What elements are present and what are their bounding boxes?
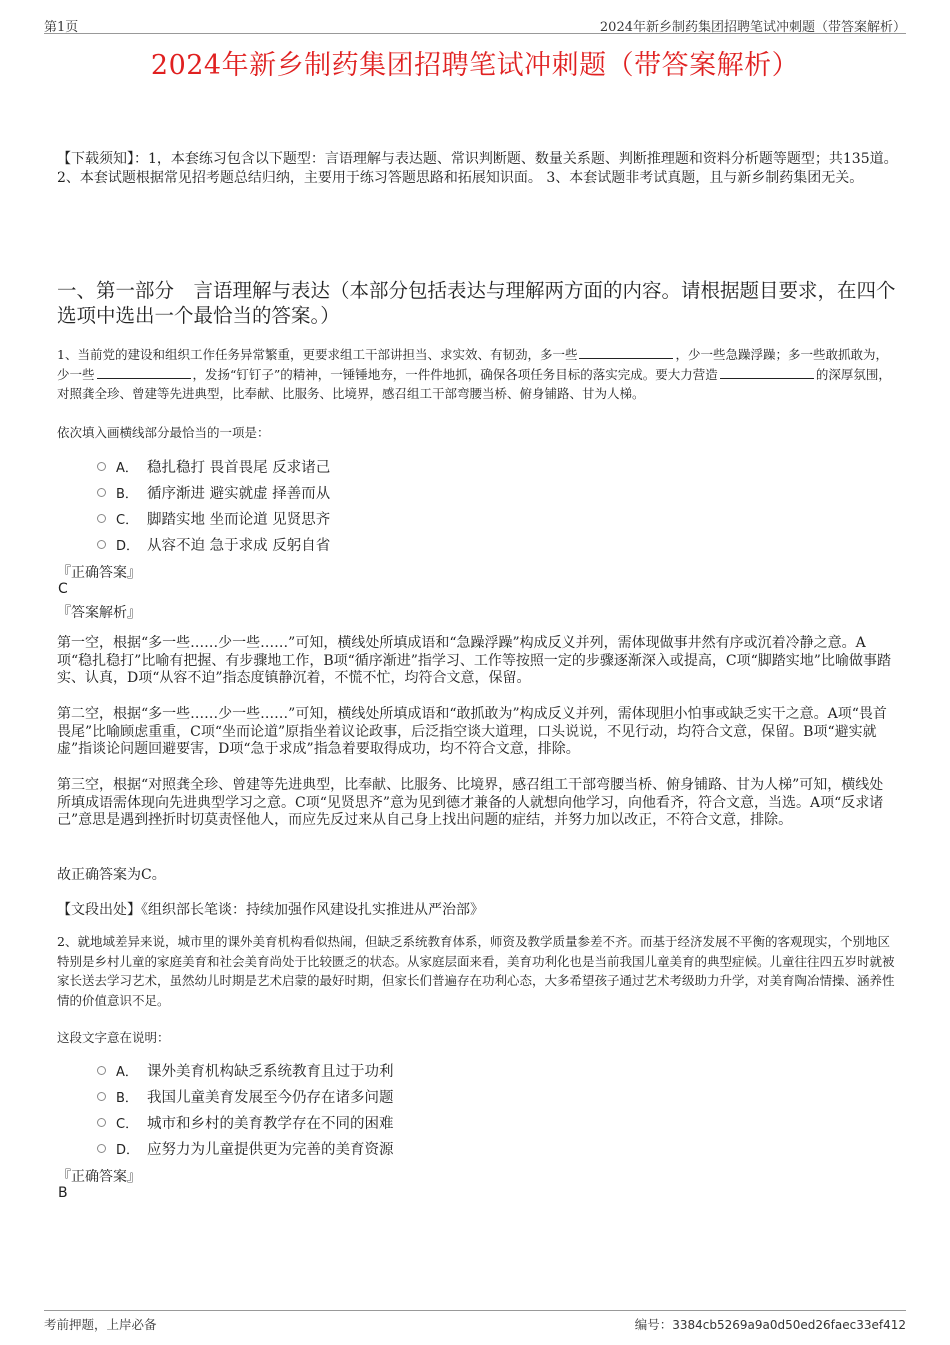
radio-button-icon[interactable] [97, 540, 106, 549]
radio-button-icon[interactable] [97, 462, 106, 471]
option-letter: C． [116, 1116, 139, 1132]
radio-button-icon[interactable] [97, 1118, 106, 1127]
q2-answer: B [58, 1185, 68, 1201]
q1-blank-3 [720, 367, 814, 379]
option-letter: A． [116, 1064, 138, 1080]
q1-source: 【文段出处】《组织部长笔谈：持续加强作风建设扎实推进从严治部》 [57, 902, 484, 918]
q1-text-part-c: ，发扬“钉钉子”的精神，一锤锤地夯，一件件地抓，确保各项任务目标的落实完成。要大力营造 [192, 366, 718, 382]
radio-button-icon[interactable] [97, 1092, 106, 1101]
document-title: 2024年新乡制药集团招聘笔试冲刺题（带答案解析） [150, 50, 800, 81]
q2-option-c[interactable] [97, 1109, 394, 1135]
q1-option-a[interactable] [97, 453, 330, 479]
option-text: 我国儿童美育发展至今仍存在诸多问题 [147, 1089, 394, 1106]
question-1-prompt: 依次填入画横线部分最恰当的一项是： [57, 425, 270, 440]
q1-analysis-label: 『答案解析』 [57, 605, 141, 621]
option-text: 从容不迫 急于求成 反躬自省 [147, 537, 331, 554]
q1-option-b[interactable] [97, 479, 330, 505]
q1-analysis-paragraph-3: 第三空，根据“对照龚全珍、曾建等先进典型，比奉献、比服务、比境界，感召组工干部弯腰当桥、俯身铺路、甘为人梯”可知，横线处所填成语需体现向先进典型学习之意。C项“见贤思齐”意为见到德才兼备的人就想向他学习，向他看齐，符合文意，当选。A项“反求诸己”意思是遇到挫折时切莫责怪他人，而应先反过来从自己身上找出问题的症结，并努力加以改正，不符合文意，排除。 [57, 777, 884, 828]
radio-button-icon[interactable] [97, 488, 106, 497]
q2-answer-label: 『正确答案』 [57, 1169, 141, 1185]
radio-button-icon[interactable] [97, 1144, 106, 1153]
q1-answer-label: 『正确答案』 [57, 565, 141, 581]
radio-button-icon[interactable] [97, 514, 106, 523]
question-1-text [57, 345, 900, 404]
q1-option-c[interactable] [97, 505, 330, 531]
footer-slogan: 考前押题，上岸必备 [44, 1317, 157, 1332]
option-letter: D． [116, 1142, 140, 1158]
option-text: 城市和乡村的美育教学存在不同的困难 [147, 1115, 394, 1132]
q1-text-part-a: 1、当前党的建设和组织工作任务异常繁重，更要求组工干部讲担当、求实效、有韧劲，多一些 [57, 347, 578, 362]
q1-text-part-d: 的深厚氛围，对照龚全珍、曾建等先进典型，比奉献、比服务、比境界，感召组工干部弯腰当桥、俯身铺路、甘为人梯。 [57, 366, 891, 401]
option-letter: D． [116, 538, 140, 554]
q2-option-b[interactable] [97, 1083, 394, 1109]
page-header [44, 14, 906, 34]
option-text: 脚踏实地 坐而论道 见贤思齐 [147, 511, 331, 528]
option-letter: B． [116, 1090, 138, 1106]
q1-answer: C [58, 581, 68, 597]
question-2-text: 2、就地域差异来说，城市里的课外美育机构看似热闹，但缺乏系统教育体系，师资及教学质量参差不齐。而基于经济发展不平衡的客观现实，个别地区特别是乡村儿童的家庭美育和社会美育尚处于比较匮乏的状态。从家庭层面来看，美育功利化也是当前我国儿童美育的典型症候。儿童往往四五岁时就被家长送去学习艺术，虽然幼儿时期是艺术启蒙的最好时期，但家长们普遍存在功利心态，大多希望孩子通过艺术考级助力升学，对美育陶冶情操、涵养性情的价值意识不足。 [57, 934, 895, 1008]
radio-button-icon[interactable] [97, 1066, 106, 1075]
option-letter: A． [116, 460, 138, 476]
footer-code-label: 编号： [634, 1317, 673, 1332]
q2-option-a[interactable] [97, 1057, 394, 1083]
page-number: 第1页 [44, 20, 79, 35]
option-letter: B． [116, 486, 138, 502]
q1-blank-1 [579, 347, 673, 359]
q1-text-part-b: ，少一些急躁浮躁；多一些敢抓敢为，少一些 [57, 347, 888, 382]
option-text: 循序渐进 避实就虚 择善而从 [147, 485, 331, 502]
option-text: 应努力为儿童提供更为完善的美育资源 [147, 1141, 394, 1158]
q1-analysis-paragraph-1: 第一空，根据“多一些……少一些……”可知，横线处所填成语和“急躁浮躁”构成反义并列，需体现做事井然有序或沉着冷静之意。A项“稳扎稳打”比喻有把握、有步骤地工作，B项“循序渐进”指学习、工作等按照一定的步骤逐渐深入或提高，C项“脚踏实地”比喻做事踏实、认真，D项“从容不迫”指态度镇静沉着，不慌不忙，均符合文意，保留。 [57, 635, 891, 686]
footer-code [635, 1315, 906, 1333]
option-letter: C． [116, 512, 139, 528]
q1-conclusion: 故正确答案为C。 [57, 867, 166, 883]
question-2-options [97, 1057, 394, 1161]
question-2-prompt: 这段文字意在说明： [57, 1030, 170, 1045]
question-1-options [97, 453, 330, 557]
option-text: 稳扎稳打 畏首畏尾 反求诸己 [147, 459, 331, 476]
section-heading: 一、第一部分 言语理解与表达（本部分包括表达与理解两方面的内容。请根据题目要求，在四个选项中选出一个最恰当的答案。） [57, 279, 896, 327]
q1-blank-2 [97, 367, 191, 379]
q2-option-d[interactable] [97, 1135, 394, 1161]
q1-analysis-paragraph-2: 第二空，根据“多一些……少一些……”可知，横线处所填成语和“敢抓敢为”构成反义并列，需体现胆小怕事或缺乏实干之意。A项“畏首畏尾”比喻顾虑重重，C项“坐而论道”原指坐着议论政事，后泛指空谈大道理，口头说说，不见行动，均符合文意，保留。B项“避实就虚”指谈论问题回避要害，D项“急于求成”指急着要取得成功，均不符合文意，排除。 [57, 706, 887, 757]
download-notice: 【下载须知】：1，本套练习包含以下题型：言语理解与表达题、常识判断题、数量关系题、判断推理题和资料分析题等题型；共135道。 2、本套试题根据常见招考题总结归纳，主要用于练习答题思路和拓展知识面。 3、本套试题非考试真题，且与新乡制药集团无关。 [57, 151, 898, 186]
footer-code-value: 3384cb5269a9a0d50ed26faec33ef412 [672, 1318, 906, 1332]
q1-option-d[interactable] [97, 531, 330, 557]
option-text: 课外美育机构缺乏系统教育且过于功利 [147, 1063, 394, 1080]
page-footer [44, 1310, 906, 1332]
header-doc-title: 2024年新乡制药集团招聘笔试冲刺题（带答案解析） [599, 20, 906, 35]
